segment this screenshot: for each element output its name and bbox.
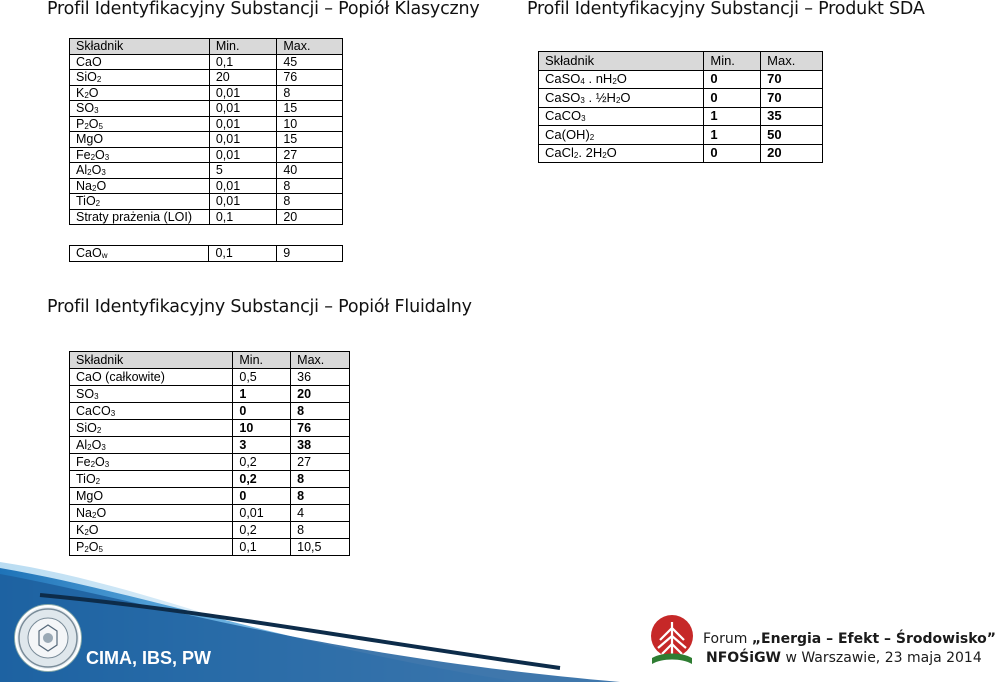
table-header-row	[70, 39, 343, 55]
table-row	[70, 163, 343, 179]
table-row	[70, 194, 343, 210]
cell-min: 0,01	[209, 85, 277, 101]
cell-max: 70	[761, 70, 823, 89]
cell-name: TiO$_2$	[70, 471, 233, 488]
cell-name: MgO	[70, 132, 210, 148]
cell-min: 0	[233, 488, 291, 505]
table-header-row	[539, 52, 823, 71]
table-row	[70, 488, 350, 505]
nfosigw-logo-icon	[648, 614, 696, 668]
cell-max: 15	[277, 101, 343, 117]
table-row	[70, 70, 343, 86]
table-row	[70, 369, 350, 386]
cell-name: CaO$_w$	[70, 246, 209, 262]
header-name: Składnik	[70, 352, 233, 369]
cell-min: 0,5	[233, 369, 291, 386]
forum-prefix: Forum	[703, 631, 748, 647]
cell-max: 8	[277, 194, 343, 210]
header-min: Min.	[233, 352, 291, 369]
cell-max: 10,5	[291, 539, 350, 556]
cell-max: 40	[277, 163, 343, 179]
cell-max: 76	[277, 70, 343, 86]
cell-name: CaO (całkowite)	[70, 369, 233, 386]
title-sda: Profil Identyfikacyjny Substancji – Produkt SDA	[527, 0, 925, 19]
cell-name: TiO$_2$	[70, 194, 210, 210]
cell-max: 4	[291, 505, 350, 522]
header-max: Max.	[277, 39, 343, 55]
cell-min: 3	[233, 437, 291, 454]
cell-max: 20	[277, 209, 343, 225]
forum-title	[703, 631, 996, 647]
cell-min: 1	[704, 107, 761, 126]
cell-max: 20	[291, 386, 350, 403]
cell-name: CaSO$_4$ . $nH_2O$	[539, 70, 704, 89]
cell-min: 0,01	[209, 116, 277, 132]
cell-name: $K_2O$	[70, 522, 233, 539]
table-sda	[538, 51, 823, 163]
cell-name: $Fe_2O_3$	[70, 454, 233, 471]
cell-max: 8	[277, 85, 343, 101]
table-row	[70, 420, 350, 437]
table-row	[539, 144, 823, 163]
cell-name: $Al_2O_3$	[70, 437, 233, 454]
cell-min: 0,01	[209, 178, 277, 194]
cell-min: 5	[209, 163, 277, 179]
table-row	[70, 471, 350, 488]
cell-min: 0,1	[209, 246, 277, 262]
table-row	[70, 209, 343, 225]
table-row	[539, 89, 823, 108]
table-row	[70, 505, 350, 522]
cell-name: CaSO$_3$ . $\frac{1}{2}H_2O$	[539, 89, 704, 108]
title-klasyczny: Profil Identyfikacyjny Substancji – Popiół Klasyczny	[47, 0, 480, 19]
table-row	[70, 454, 350, 471]
cell-name: $K_2O$	[70, 85, 210, 101]
table-row	[70, 132, 343, 148]
cell-min: 0,1	[209, 54, 277, 70]
cell-max: 35	[761, 107, 823, 126]
cell-max: 70	[761, 89, 823, 108]
header-name: Składnik	[539, 52, 704, 71]
table-row	[70, 178, 343, 194]
table-row	[539, 70, 823, 89]
cell-max: 15	[277, 132, 343, 148]
table-row	[70, 54, 343, 70]
cell-max: 36	[291, 369, 350, 386]
cell-min: 0	[704, 89, 761, 108]
header-max: Max.	[761, 52, 823, 71]
cell-name: $P_2O_5$	[70, 539, 233, 556]
table-row	[70, 116, 343, 132]
cell-min: 20	[209, 70, 277, 86]
table-row	[539, 126, 823, 145]
cell-name: $Al_2O_3$	[70, 163, 210, 179]
cell-max: 10	[277, 116, 343, 132]
table-fluidalny	[69, 351, 350, 556]
cell-max: 8	[291, 471, 350, 488]
cell-max: 20	[761, 144, 823, 163]
cell-max: 8	[291, 522, 350, 539]
table-row	[70, 147, 343, 163]
cell-name: SiO$_2$	[70, 70, 210, 86]
cell-min: 1	[704, 126, 761, 145]
header-min: Min.	[209, 39, 277, 55]
cell-min: 0,01	[209, 132, 277, 148]
table-row	[70, 386, 350, 403]
table-header-row	[70, 352, 350, 369]
cell-min: 0	[704, 144, 761, 163]
org-label: CIMA, IBS, PW	[86, 648, 211, 668]
cell-min: 0,1	[209, 209, 277, 225]
cell-name: $SO_3$	[70, 101, 210, 117]
cell-min: 0,2	[233, 522, 291, 539]
university-seal-icon	[15, 605, 81, 671]
cell-name: CaCO$_3$	[539, 107, 704, 126]
cell-min: 10	[233, 420, 291, 437]
table-row	[70, 246, 343, 262]
cell-min: 0	[233, 403, 291, 420]
cell-max: 50	[761, 126, 823, 145]
event-place-date: w Warszawie, 23 maja 2014	[785, 650, 982, 666]
cell-name: Straty prażenia (LOI)	[70, 209, 210, 225]
cell-name: CaO	[70, 54, 210, 70]
header-max: Max.	[291, 352, 350, 369]
cell-name: MgO	[70, 488, 233, 505]
cell-min: 0,2	[233, 454, 291, 471]
cell-name: $Ca(OH)_2$	[539, 126, 704, 145]
cell-min: 0,01	[209, 101, 277, 117]
cell-name: $Na_2O$	[70, 178, 210, 194]
cell-min: 0,01	[209, 194, 277, 210]
header-min: Min.	[704, 52, 761, 71]
event-info	[706, 650, 982, 666]
cell-min: 0,2	[233, 471, 291, 488]
cell-name: $SO_3$	[70, 386, 233, 403]
cell-max: 9	[277, 246, 343, 262]
table-klasyczny-caow	[69, 245, 343, 262]
cell-max: 27	[277, 147, 343, 163]
table-row	[70, 437, 350, 454]
cell-max: 45	[277, 54, 343, 70]
table-row	[70, 403, 350, 420]
cell-min: 0	[704, 70, 761, 89]
table-row	[70, 101, 343, 117]
cell-max: 8	[277, 178, 343, 194]
header-name: Składnik	[70, 39, 210, 55]
cell-min: 0,1	[233, 539, 291, 556]
table-row	[70, 522, 350, 539]
cell-max: 8	[291, 488, 350, 505]
table-row	[539, 107, 823, 126]
cell-min: 1	[233, 386, 291, 403]
table-row	[70, 85, 343, 101]
cell-max: 38	[291, 437, 350, 454]
cell-max: 8	[291, 403, 350, 420]
cell-max: 76	[291, 420, 350, 437]
forum-name: „Energia – Efekt – Środowisko”	[751, 631, 996, 647]
title-fluidalny: Profil Identyfikacyjny Substancji – Popiół Fluidalny	[47, 297, 472, 317]
cell-min: 0,01	[233, 505, 291, 522]
cell-name: SiO$_2$	[70, 420, 233, 437]
table-klasyczny	[69, 38, 343, 225]
cell-name: CaCO$_3$	[70, 403, 233, 420]
cell-name: $Fe_2O_3$	[70, 147, 210, 163]
cell-min: 0,01	[209, 147, 277, 163]
cell-name: $P_2O_5$	[70, 116, 210, 132]
cell-name: $Na_2O$	[70, 505, 233, 522]
cell-name: CaCl$_2$. $2H_2O$	[539, 144, 704, 163]
nfosigw-label: NFOŚiGW	[706, 650, 781, 666]
cell-max: 27	[291, 454, 350, 471]
